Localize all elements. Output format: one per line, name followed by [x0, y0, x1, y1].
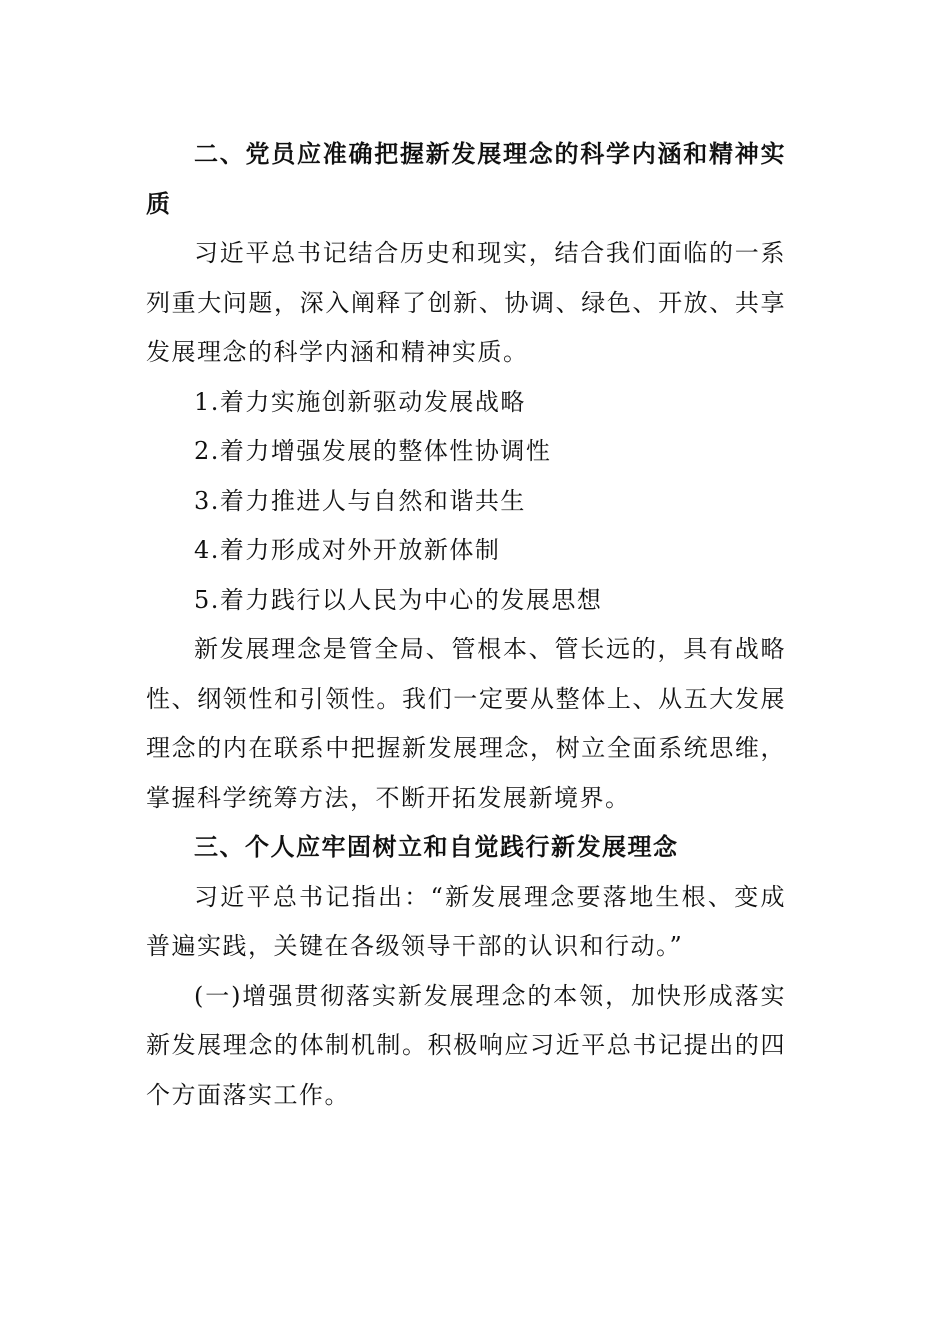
list-item-5: 5.着力践行以人民为中心的发展思想 — [194, 585, 603, 614]
document-page — [146, 130, 786, 1120]
summary-paragraph: 新发展理念是管全局、管根本、管长远的，具有战略性、纲领性和引领性。我们一定要从整体上、从五大发展理念的内在联系中把握新发展理念，树立全面系统思维，掌握科学统筹方法，不断开拓发展新境界。 — [146, 635, 786, 812]
list-item-4: 4.着力形成对外开放新体制 — [194, 536, 501, 564]
quote-paragraph: 习近平总书记指出：“新发展理念要落地生根、变成普遍实践，关键在各级领导干部的认识和行动。” — [146, 882, 786, 960]
item-one-paragraph: (一)增强贯彻落实新发展理念的本领，加快形成落实新发展理念的体制机制。积极响应习近平总书记提出的四个方面落实工作。 — [146, 981, 786, 1109]
list-item-2: 2.着力增强发展的整体性协调性 — [194, 437, 552, 465]
list-item-3: 3.着力推进人与自然和谐共生 — [194, 486, 526, 515]
section-heading-3: 三、个人应牢固树立和自觉践行新发展理念 — [194, 833, 679, 861]
section-heading-2: 二、党员应准确把握新发展理念的科学内涵和精神实质 — [146, 140, 786, 218]
intro-paragraph: 习近平总书记结合历史和现实，结合我们面临的一系列重大问题，深入阐释了创新、协调、绿色、开放、共享发展理念的科学内涵和精神实质。 — [146, 239, 786, 366]
list-item-1: 1.着力实施创新驱动发展战略 — [194, 387, 526, 416]
